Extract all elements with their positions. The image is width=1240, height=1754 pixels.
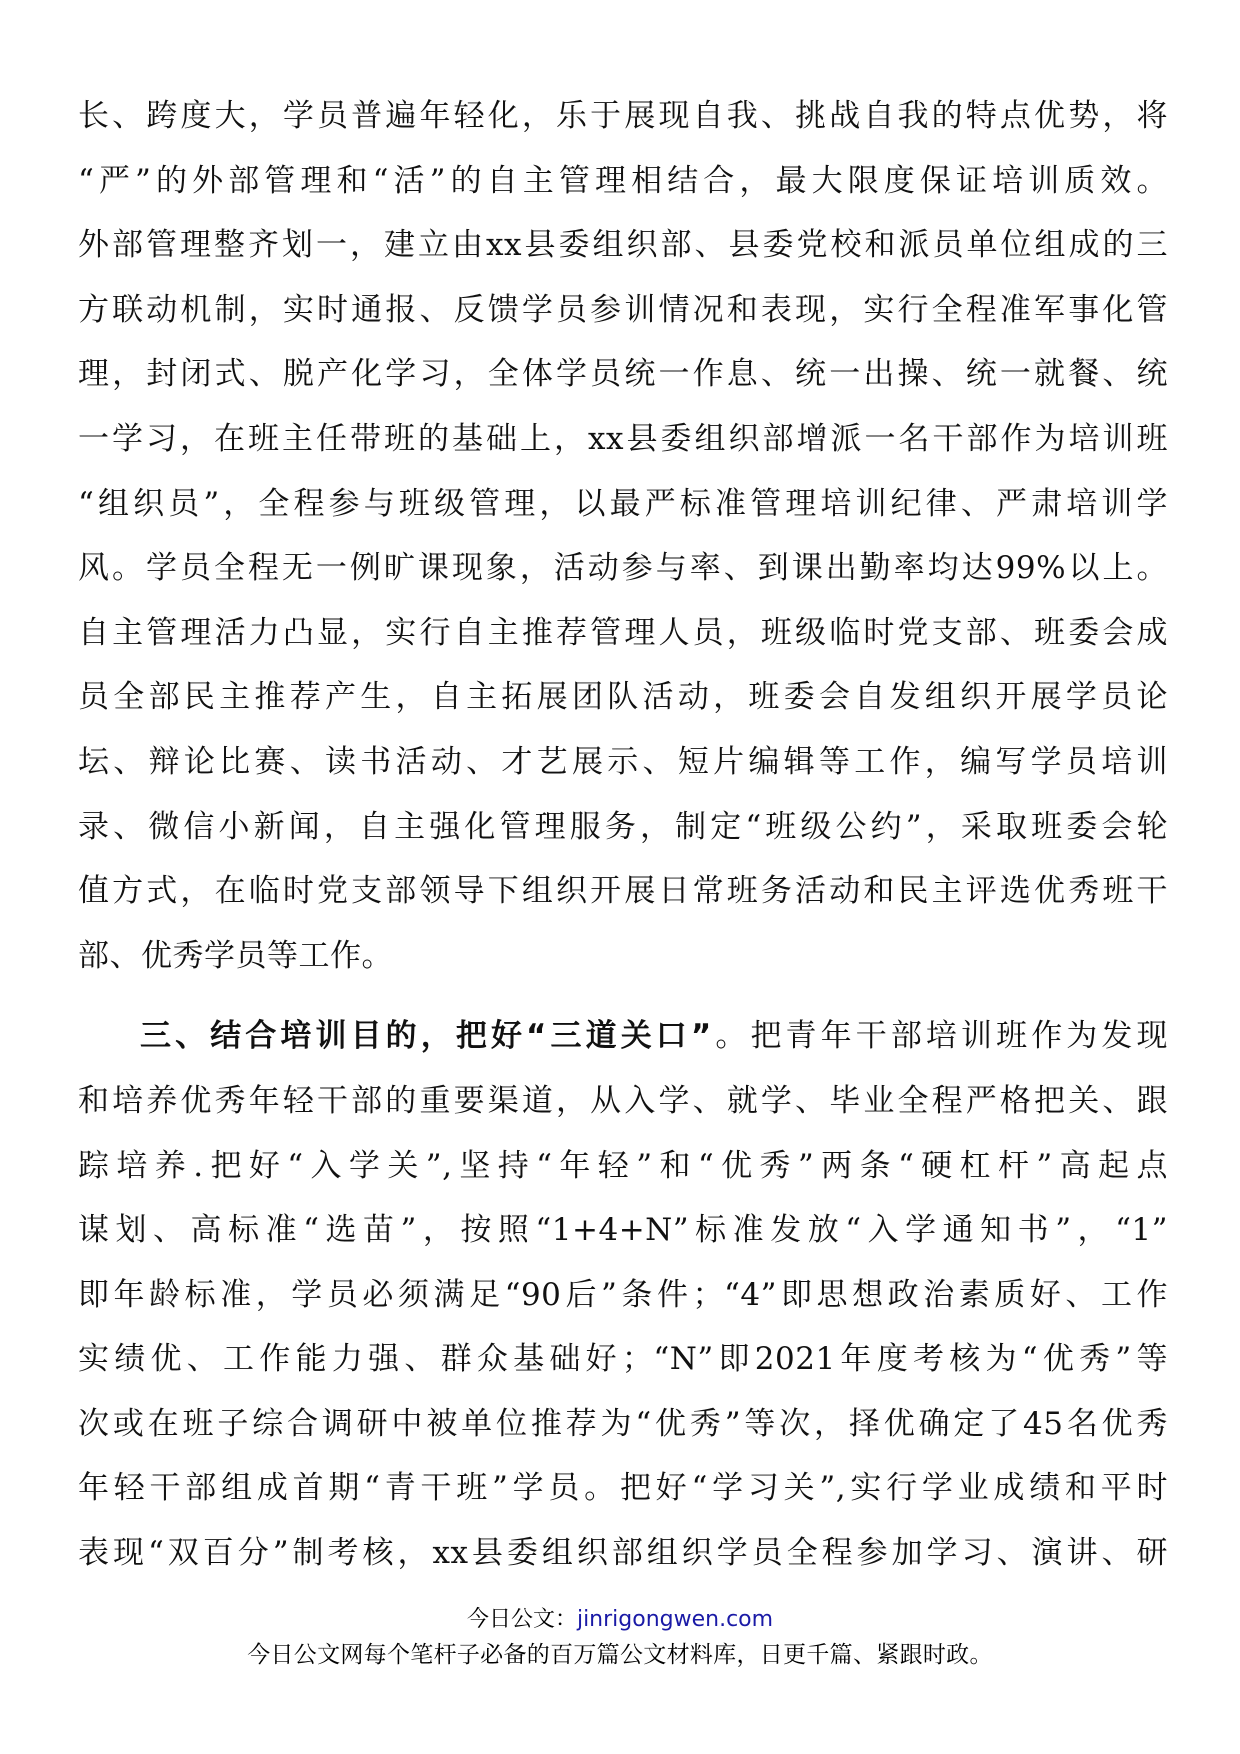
section-heading-line bbox=[78, 1004, 1168, 1069]
footer-site-name: 今日公文： bbox=[466, 1607, 577, 1632]
text-line: 部、优秀学员等工作。 bbox=[78, 937, 393, 974]
footer-site-link[interactable]: jinrigongwen.com bbox=[576, 1607, 774, 1632]
body-text bbox=[78, 84, 1168, 1586]
text-line: 次或在班子综合调研中被单位推荐为“优秀”等次，择优确定了45名优秀 bbox=[78, 1405, 1168, 1442]
footer-site-line bbox=[0, 1602, 1240, 1633]
text-line: 员全部民主推荐产生，自主拓展团队活动，班委会自发组织开展学员论 bbox=[78, 679, 1168, 716]
text-line: 和培养优秀年轻干部的重要渠道，从入学、就学、毕业全程严格把关、跟 bbox=[78, 1082, 1168, 1119]
text-line: 实绩优、工作能力强、群众基础好；“N”即2021年度考核为“优秀”等 bbox=[78, 1341, 1168, 1378]
section-heading: 三、结合培训目的，把好“三道关口” bbox=[140, 1018, 712, 1055]
text-line: “严”的外部管理和“活”的自主管理相结合，最大限度保证培训质效。 bbox=[78, 162, 1168, 199]
paragraph-gap bbox=[78, 988, 1168, 1004]
text-line: 自主管理活力凸显，实行自主推荐管理人员，班级临时党支部、班委会成 bbox=[78, 614, 1168, 651]
text-line: 录、微信小新闻，自主强化管理服务，制定“班级公约”，采取班委会轮 bbox=[78, 808, 1168, 845]
text-line: 风。学员全程无一例旷课现象，活动参与率、到课出勤率均达99%以上。 bbox=[78, 550, 1168, 587]
text-line: 方联动机制，实时通报、反馈学员参训情况和表现，实行全程准军事化管 bbox=[78, 291, 1168, 328]
text-line: 理，封闭式、脱产化学习，全体学员统一作息、统一出操、统一就餐、统 bbox=[78, 356, 1168, 393]
text-line: 坛、辩论比赛、读书活动、才艺展示、短片编辑等工作，编写学员培训 bbox=[78, 743, 1168, 780]
text-line: 值方式，在临时党支部领导下组织开展日常班务活动和民主评选优秀班干 bbox=[78, 873, 1168, 910]
text-line: 踪培养.把好“入学关”,坚持“年轻”和“优秀”两条“硬杠杆”高起点 bbox=[78, 1147, 1168, 1184]
footer-slogan: 今日公文网每个笔杆子必备的百万篇公文材料库，日更千篇、紧跟时政。 bbox=[247, 1642, 993, 1668]
text-line: 一学习，在班主任带班的基础上，xx县委组织部增派一名干部作为培训班 bbox=[78, 420, 1168, 457]
text-line: 表现“双百分”制考核，xx县委组织部组织学员全程参加学习、演讲、研 bbox=[78, 1535, 1168, 1572]
text-line: 外部管理整齐划一，建立由xx县委组织部、县委党校和派员单位组成的三 bbox=[78, 227, 1168, 264]
text-line: 年轻干部组成首期“青干班”学员。把好“学习关”,实行学业成绩和平时 bbox=[78, 1470, 1168, 1507]
heading-tail: 。把青年干部培训班作为发现 bbox=[711, 1018, 1168, 1055]
text-line: “组织员”，全程参与班级管理，以最严标准管理培训纪律、严肃培训学 bbox=[78, 485, 1168, 522]
text-line: 即年龄标准，学员必须满足“90后”条件；“4”即思想政治素质好、工作 bbox=[78, 1276, 1168, 1313]
text-line: 长、跨度大，学员普遍年轻化，乐于展现自我、挑战自我的特点优势，将 bbox=[78, 98, 1168, 134]
text-line: 谋划、高标准“选苗”，按照“1+4+N”标准发放“入学通知书”，“1” bbox=[78, 1212, 1168, 1249]
